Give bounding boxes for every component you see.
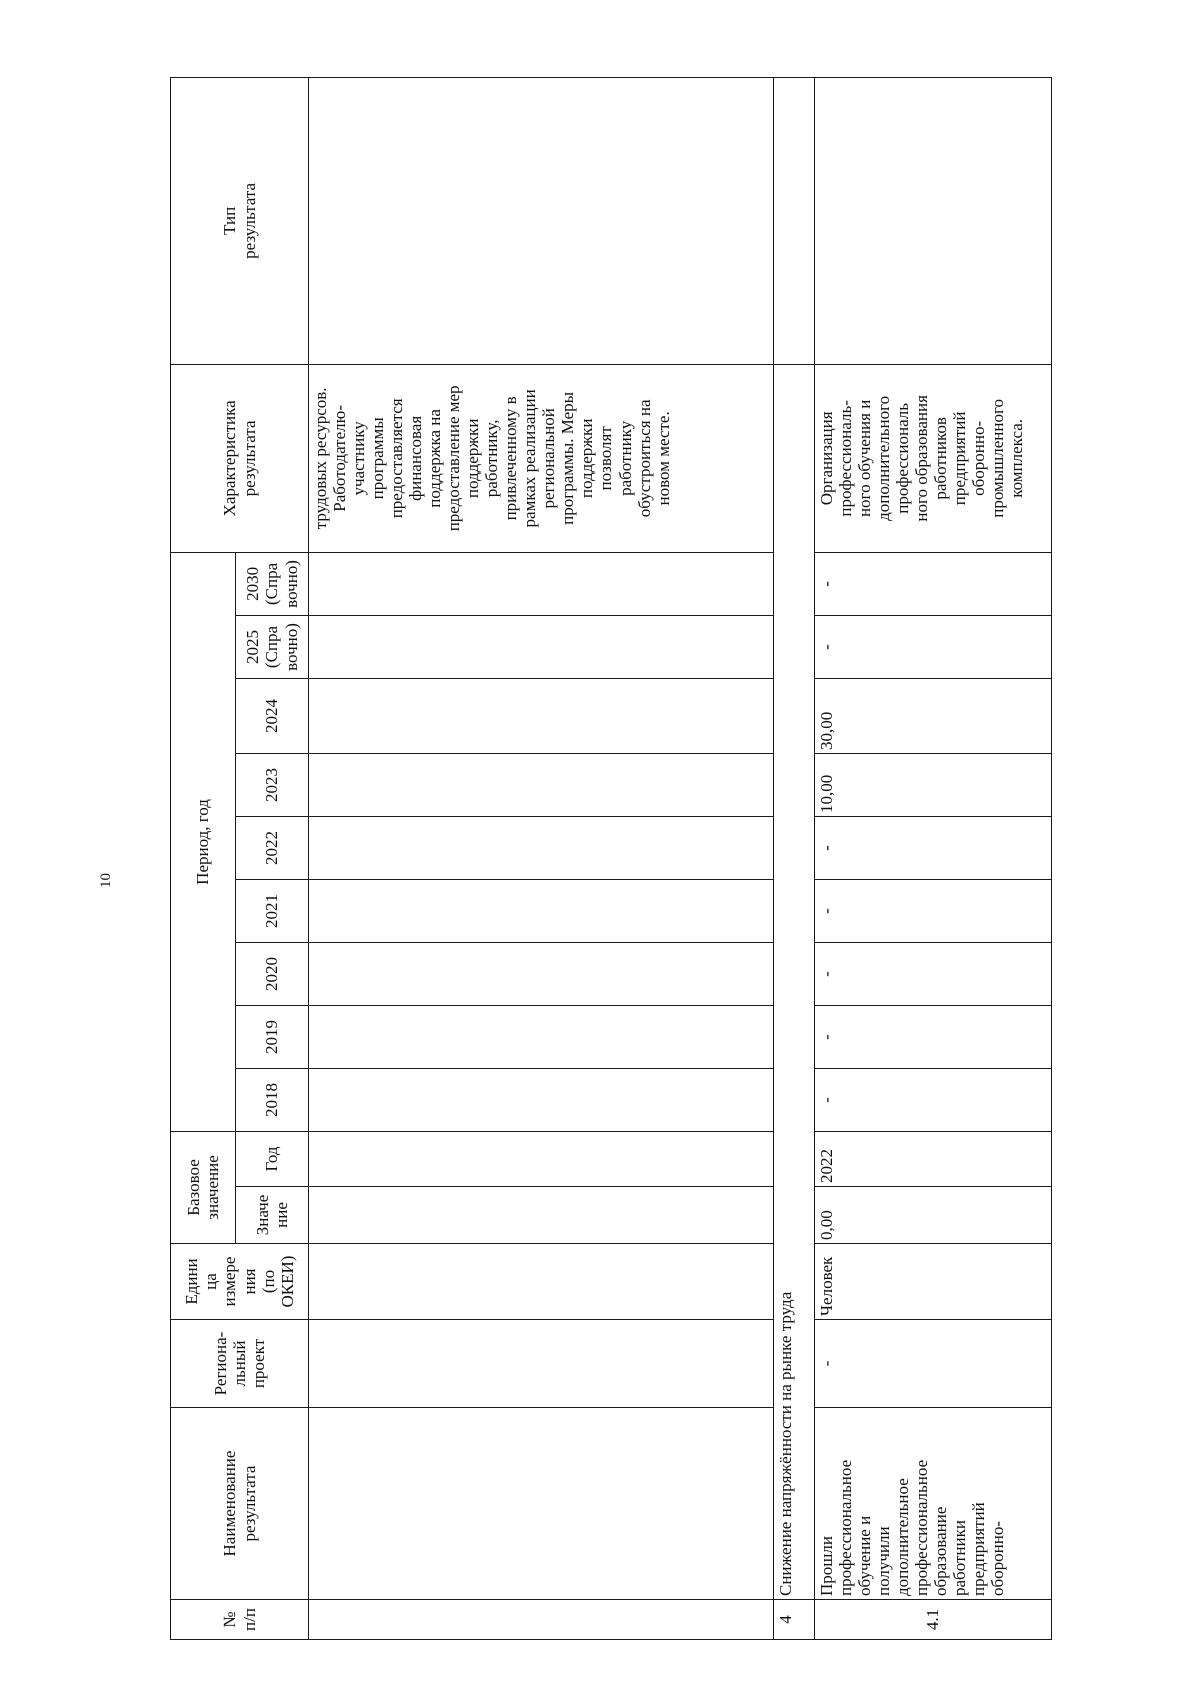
table-row-continued [309,77,774,1639]
header-year-2018: 2018 [236,1068,309,1131]
header-year-2022: 2022 [236,816,309,879]
header-year-2020: 2020 [236,942,309,1005]
row-value-2022: - [815,816,1052,879]
cell-empty [309,1244,774,1320]
cell-empty [309,1320,774,1408]
row-value-2023: 10,00 [815,753,1052,816]
row-characteristic: Организация профессиональ- ного обучения и дополнительного профессиональ ного образования работников предприятий оборонно- промышленного комплекса. [815,364,1052,552]
header-characteristic: Характеристика результата [171,364,309,552]
header-year-2025: 2025 (Спра вочно) [236,615,309,678]
header-base-value: Базовое значение [171,1131,236,1243]
rotated-table-container [170,80,1090,1640]
cell-empty [309,1005,774,1068]
row-value-2018: - [815,1068,1052,1131]
row-type [815,77,1052,364]
row-num: 4.1 [815,1600,1052,1640]
cell-empty [309,77,774,364]
row-base-value: 0,00 [815,1187,1052,1244]
results-table [170,77,1052,1640]
cell-empty [309,1068,774,1131]
header-year-2030: 2030 (Спра вочно) [236,552,309,615]
page-number: 10 [98,873,114,888]
row-regional-project: - [815,1320,1052,1408]
section-title: Снижение напряжённости на рынке труда [774,364,815,1599]
cell-empty [309,615,774,678]
cell-characteristic-continued: трудовых ресурсов. Работодателю- участнику программы предоставляется финансовая поддержка на предоставление мер поддержки работнику, привлеченному в рамках реализации региональной программы. Меры поддержки позволят работнику обустроиться на новом месте. [309,364,774,552]
section-row [774,77,815,1639]
cell-empty [309,1131,774,1186]
header-regional-project: Региона- льный проект [171,1320,309,1408]
cell-empty [309,1600,774,1640]
row-name: Прошли профессиональное обучение и получили дополнительное профессиональное образование работники предприятий оборонно- [815,1408,1052,1600]
row-value-2021: - [815,879,1052,942]
row-unit: Человек [815,1244,1052,1320]
header-year-2021: 2021 [236,879,309,942]
header-year-2024: 2024 [236,678,309,753]
header-name: Наименование результата [171,1408,309,1600]
cell-empty [309,753,774,816]
cell-empty [309,879,774,942]
section-num: 4 [774,1600,815,1640]
cell-empty [309,552,774,615]
table-row-4-1 [815,77,1052,1639]
row-value-2020: - [815,942,1052,1005]
table-header-row [171,77,236,1639]
row-value-2030: - [815,552,1052,615]
cell-empty [309,678,774,753]
row-value-2024: 30,00 [815,678,1052,753]
cell-empty [309,1187,774,1244]
header-base-value-sub: Значе ние [236,1187,309,1244]
header-year-2019: 2019 [236,1005,309,1068]
header-year-2023: 2023 [236,753,309,816]
header-type: Тип результата [171,77,309,364]
header-base-year-sub: Год [236,1131,309,1186]
cell-empty [309,816,774,879]
row-value-2025: - [815,615,1052,678]
header-unit: Едини ца измере ния (по ОКЕИ) [171,1244,309,1320]
cell-empty [309,1408,774,1600]
cell-empty [309,942,774,1005]
header-num: № п/п [171,1600,309,1640]
cell-empty [774,77,815,364]
row-value-2019: - [815,1005,1052,1068]
header-period: Период, год [171,552,236,1131]
row-base-year: 2022 [815,1131,1052,1186]
